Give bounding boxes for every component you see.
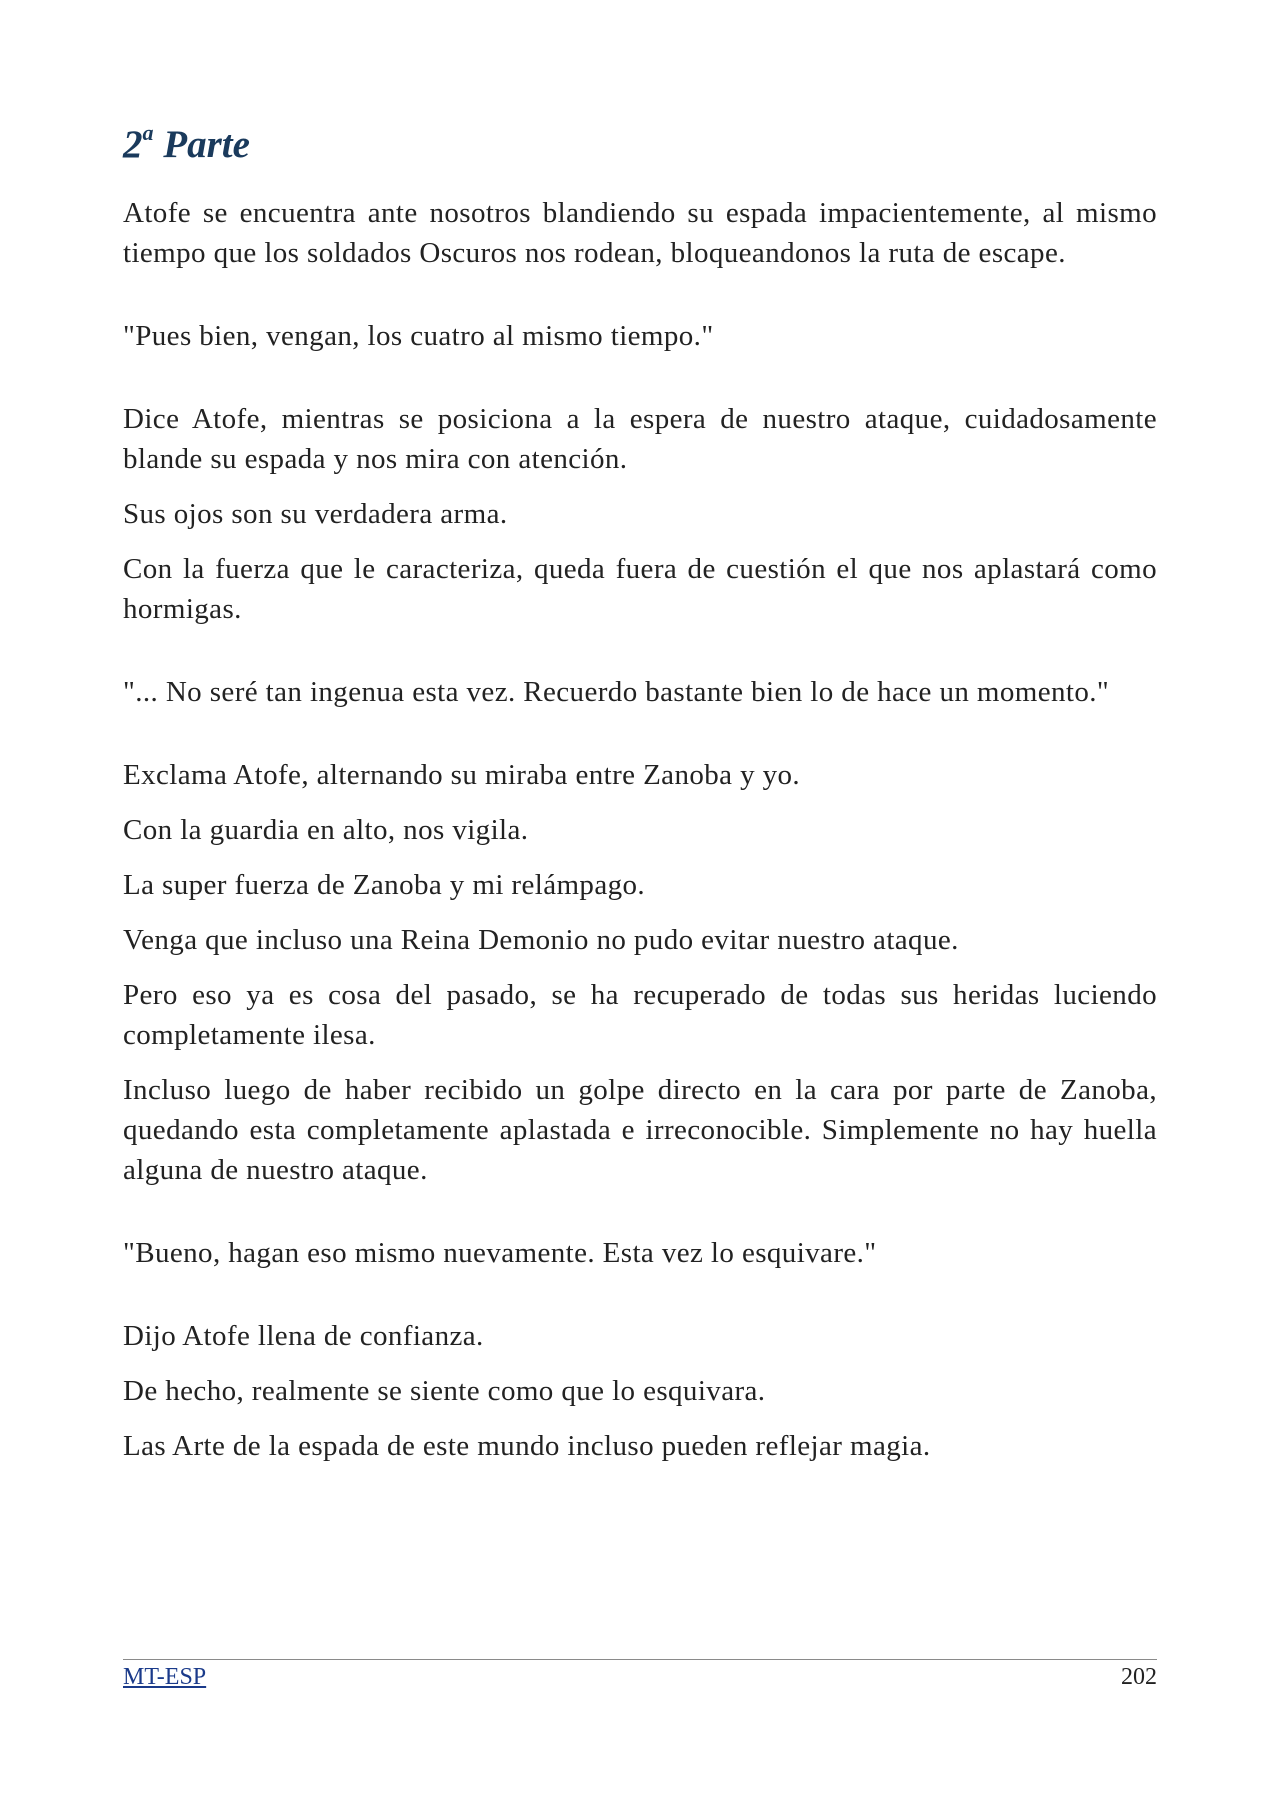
- paragraph: Pero eso ya es cosa del pasado, se ha recuperado de todas sus heridas luciendo completamente ilesa.: [123, 979, 1157, 1051]
- paragraph: Con la fuerza que le caracteriza, queda fuera de cuestión el que nos aplastará como hormigas.: [123, 553, 1157, 625]
- footer-divider: [123, 1659, 1157, 1660]
- heading-word: Parte: [163, 123, 250, 166]
- document-page: [123, 0, 1157, 1811]
- paragraph: Dijo Atofe llena de confianza.: [123, 1320, 484, 1352]
- paragraph: De hecho, realmente se siente como que lo esquivara.: [123, 1375, 766, 1407]
- paragraph: "Bueno, hagan eso mismo nuevamente. Esta vez lo esquivare.": [123, 1237, 877, 1269]
- section-heading: [123, 118, 250, 172]
- heading-ordinal: a: [142, 120, 154, 145]
- body-text: [123, 193, 1157, 1481]
- page-number: 202: [1121, 1664, 1157, 1690]
- paragraph: "Pues bien, vengan, los cuatro al mismo tiempo.": [123, 320, 714, 352]
- paragraph: Incluso luego de haber recibido un golpe directo en la cara por parte de Zanoba, quedando esta completamente aplastada e irreconocible. Simplemente no hay huella alguna de nuestro ataque.: [123, 1074, 1157, 1186]
- paragraph: Sus ojos son su verdadera arma.: [123, 498, 508, 530]
- paragraph: "... No seré tan ingenua esta vez. Recuerdo bastante bien lo de hace un momento.": [123, 676, 1110, 708]
- paragraph: Con la guardia en alto, nos vigila.: [123, 814, 529, 846]
- paragraph: Exclama Atofe, alternando su miraba entre Zanoba y yo.: [123, 759, 801, 791]
- paragraph: Dice Atofe, mientras se posiciona a la espera de nuestro ataque, cuidadosamente blande su espada y nos mira con atención.: [123, 403, 1157, 475]
- paragraph: Venga que incluso una Reina Demonio no pudo evitar nuestro ataque.: [123, 924, 959, 956]
- paragraph: Las Arte de la espada de este mundo incluso pueden reflejar magia.: [123, 1430, 931, 1462]
- paragraph: La super fuerza de Zanoba y mi relámpago.: [123, 869, 646, 901]
- heading-number: 2: [123, 123, 143, 166]
- footer-link[interactable]: MT-ESP: [123, 1664, 207, 1690]
- paragraph: Atofe se encuentra ante nosotros blandiendo su espada impacientemente, al mismo tiempo que los soldados Oscuros nos rodean, bloqueandonos la ruta de escape.: [123, 197, 1157, 269]
